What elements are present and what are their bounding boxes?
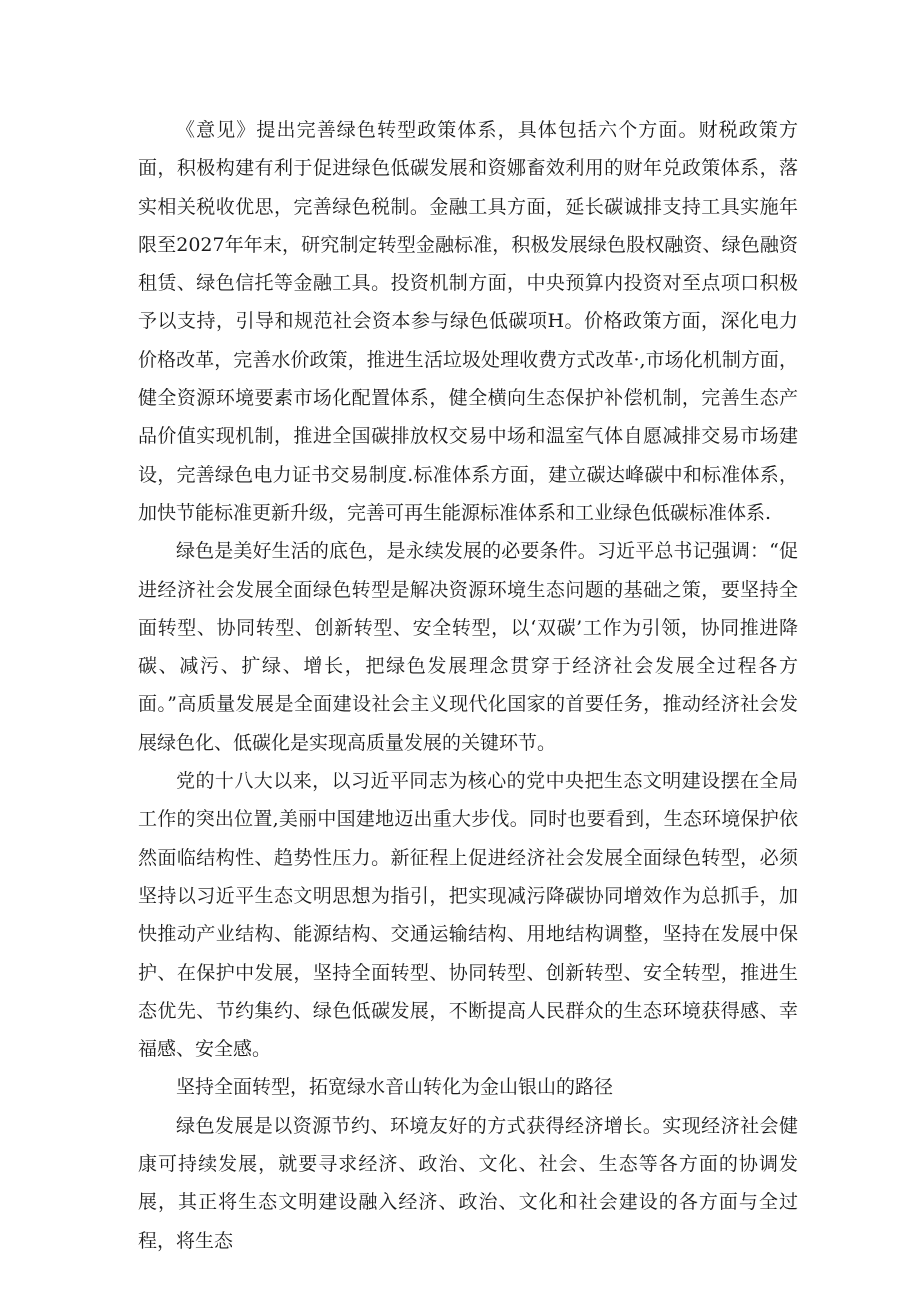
paragraph-green-development: 绿色发展是以资源节约、环境友好的方式获得经济增长。实现经济社会健康可持续发展，就要寻求经济、政治、文化、社会、生态等各方面的协调发展，其正将生态文明建设融入经济、政治、文化和社会建设的各方面与全过程，将生态 — [138, 1114, 798, 1252]
paragraph-policy-system: 《意见》提出完善绿色转型政策体系，具体包括六个方面。财税政策方面，积极构建有利于促进绿色低碳发展和资娜畜效利用的财年兑政策体系，落实相关税收优思，完善绿色税制。金融工具方面，延长碳诚排支持工具实施年限至2027年年末，研究制定转型金融标准，积极发展绿色股权融资、绿色融资租赁、绿色信托等金融工具。投资机制方面，中央预算内投资对至点项口积极予以支持，引导和规范社会资本参与绿色低碳项H。价格政策方面，深化电力价格改革，完善水价政策，推进生活垃圾处理收费方式改革·,市场化机制方面，健全资源环境要素市场化配置体系，健全横向生态保护补偿机制，完善生态产品价值实现机制，推进全国碳排放权交易中场和温室气体自愿减排交易市场建设，完善绿色电力证书交易制度.标准体系方面，建立碳达峰碳中和标准体系，加快节能标准更新升级，完善可再生能源标准体系和工业绿色低碳标准体系. — [138, 119, 798, 524]
paragraph-eco-civilization: 党的十八大以来，以习近平同志为核心的党中央把生态文明建设摆在全局工作的突出位置,美丽中国建地迈出重大步伐。同时也要看到，生态环境保护依然面临结构性、趋势性压力。新征程上促进经济社会发展全面绿色转型，必须坚持以习近平生态文明思想为指引，把实现减污降碳协同增效作为总抓手，加快推动产业结构、能源结构、交通运输结构、用地结构调整，坚持在发展中保护、在保护中发展，坚持全面转型、协同转型、创新转型、安全转型，推进生态优先、节约集约、绿色低碳发展，不断提高人民群众的生态环境获得感、幸福感、安全感。 — [138, 770, 798, 1061]
section-heading: 坚持全面转型，拓宽绿水音山转化为金山银山的路径 — [176, 1076, 614, 1099]
document-body — [138, 111, 798, 1260]
paragraph-green-foundation: 绿色是美好生活的底色，是永续发展的必要条件。习近平总书记强调：“促进经济社会发展全面绿色转型是解决资源环境生态问题的基础之策，要坚持全面转型、协同转型、创新转型、安全转型，以‘双碳’工作为引领，协同推进降碳、减污、扩绿、增长，把绿色发展理念贯穿于经济社会发展全过程各方面。”高质量发展是全面建设社会主义现代化国家的首要任务，推动经济社会发展绿色化、低碳化是实现高质量发展的关键环节。 — [138, 540, 798, 754]
